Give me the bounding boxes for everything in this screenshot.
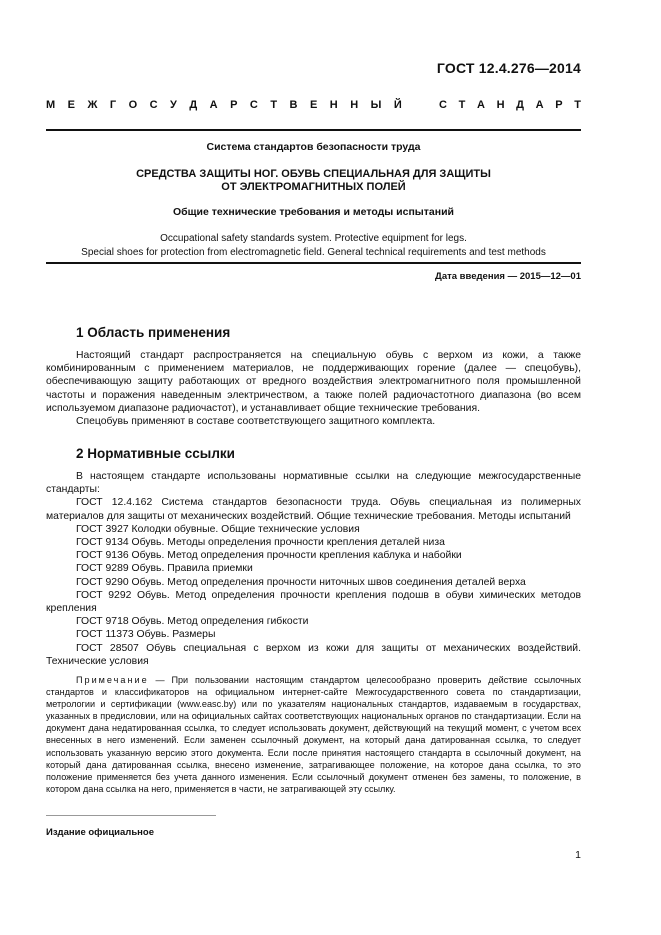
footer-rule (46, 815, 216, 816)
reference-item: ГОСТ 12.4.162 Система стандартов безопасности труда. Обувь специальная из полимерных материалов для защиты от механических воздействий. Общие технические требования. Методы испытаний (46, 497, 581, 522)
banner-letter: Н (329, 99, 338, 111)
banner-letter: Д (516, 99, 524, 111)
banner-letter: Е (309, 99, 318, 111)
banner-letter: Г (109, 99, 117, 111)
banner-letter: С (149, 99, 158, 111)
section-1-paragraph-1: Настоящий стандарт распространяется на специальную обувь с верхом из кожи, а также комбинированным с применением материалов, не поддерживающих горение (далее — спецобувь), обеспечивающую защиту работающих от вредного воздействия электромагнитного поля промышленной частоты и поражения наведенным электричеством, а также полей радиочастотного диапазона (во всем используемом диапазоне радиочастот), и устанавливает общие технические требования. (46, 350, 581, 414)
reference-item: ГОСТ 28507 Обувь специальная с верхом из кожи для защиты от механических воздействий. Технические условия (46, 642, 581, 667)
section-1-paragraph-2: Спецобувь применяют в составе соответствующего защитного комплекта. (76, 416, 436, 428)
banner-letter: А (209, 99, 218, 111)
page-number: 1 (575, 849, 581, 861)
section-2-intro: В настоящем стандарте использованы нормативные ссылки на следующие межгосударственные стандарты: (46, 471, 581, 496)
main-title (46, 168, 581, 194)
banner-letter: С (439, 99, 447, 111)
reference-item: ГОСТ 9289 Обувь. Правила приемки (76, 563, 253, 575)
banner-letter: Р (555, 99, 563, 111)
main-title-line-1: СРЕДСТВА ЗАЩИТЫ НОГ. ОБУВЬ СПЕЦИАЛЬНАЯ ДЛЯ ЗАЩИТЫ (136, 168, 491, 180)
subtitle: Общие технические требования и методы испытаний (173, 206, 454, 218)
section-2-heading: 2 Нормативные ссылки (76, 446, 235, 461)
note-block (46, 674, 581, 795)
banner-letter: Н (350, 99, 359, 111)
banner-letter: У (170, 99, 177, 111)
english-title (46, 232, 581, 260)
interstate-word-1 (46, 99, 402, 111)
reference-item: ГОСТ 9292 Обувь. Метод определения прочности крепления подошв в обуви химических методов крепления (46, 589, 581, 615)
reference-item: ГОСТ 9718 Обувь. Метод определения гибкости (76, 616, 309, 628)
banner-letter: Й (393, 99, 402, 111)
header-rule (46, 129, 581, 131)
reference-item: ГОСТ 9134 Обувь. Методы определения прочности крепления деталей низа (76, 537, 445, 549)
section-2-body (46, 470, 581, 668)
banner-letter: С (249, 99, 258, 111)
reference-item: ГОСТ 9136 Обувь. Метод определения прочности крепления каблука и набойки (76, 550, 462, 562)
banner-letter: О (128, 99, 138, 111)
english-title-line-2: Special shoes for protection from electromagnetic field. General technical requirements and test methods (81, 247, 546, 258)
interstate-standard-banner (46, 99, 581, 111)
section-1-heading: 1 Область применения (76, 325, 231, 340)
reference-item: ГОСТ 3927 Колодки обувные. Общие технические условия (76, 523, 360, 535)
banner-letter: Н (496, 99, 505, 111)
official-edition-label: Издание официальное (46, 827, 154, 838)
reference-list (46, 496, 581, 668)
introduction-date: Дата введения — 2015—12—01 (435, 271, 581, 282)
banner-letter: Ж (87, 99, 98, 111)
banner-letter: Т (270, 99, 278, 111)
banner-letter: В (289, 99, 298, 111)
banner-letter: А (535, 99, 544, 111)
note-label: Примечание (76, 675, 149, 685)
banner-letter: М (46, 99, 56, 111)
banner-letter: Д (189, 99, 198, 111)
banner-letter: Т (458, 99, 466, 111)
banner-letter: Ы (370, 99, 382, 111)
banner-letter: А (476, 99, 485, 111)
reference-item: ГОСТ 9290 Обувь. Метод определения прочности ниточных швов соединения деталей верха (76, 576, 526, 588)
banner-letter: Т (574, 99, 581, 111)
standard-id: ГОСТ 12.4.276—2014 (436, 60, 581, 76)
interstate-word-2 (439, 99, 581, 111)
system-title: Система стандартов безопасности труда (206, 141, 421, 153)
note-text: — При пользовании настоящим стандартом целесообразно проверить действие ссылочных стандартов и классификаторов на официальном интернет-сайте Межгосударственного совета по стандартизации, метрологии и сертификации (www.easc.by) или по указателям национальных стандартов, издаваемым в государствах, указанных в предисловии, или на официальных сайтах соответствующих национальных органов по стандартизации. Если на документ дана недатированная ссылка, то следует использовать документ, действующий на текущий момент, с учетом всех внесенных в него изменений. Если заменен ссылочный документ, на который дана датированная ссылка, то следует использовать указанную версию этого документа. Если после принятия настоящего стандарта в ссылочный документ, на который дана датированная ссылка, внесено изменение, затрагивающее положение, на которое дана ссылка, то это положение применяется без учета данного изменения. Если ссылочный документ отменен без замены, то положение, в котором дана ссылка на него, применяется в части, не затрагивающей эту ссылку. (46, 675, 581, 794)
banner-letter: Р (230, 99, 238, 111)
section-1-body (46, 349, 581, 428)
main-title-line-2: ОТ ЭЛЕКТРОМАГНИТНЫХ ПОЛЕЙ (221, 181, 406, 193)
title-rule (46, 262, 581, 264)
banner-letter: Е (67, 99, 75, 111)
note-paragraph (46, 674, 581, 795)
reference-item: ГОСТ 11373 Обувь. Размеры (76, 629, 216, 641)
english-title-line-1: Occupational safety standards system. Protective equipment for legs. (160, 233, 467, 244)
